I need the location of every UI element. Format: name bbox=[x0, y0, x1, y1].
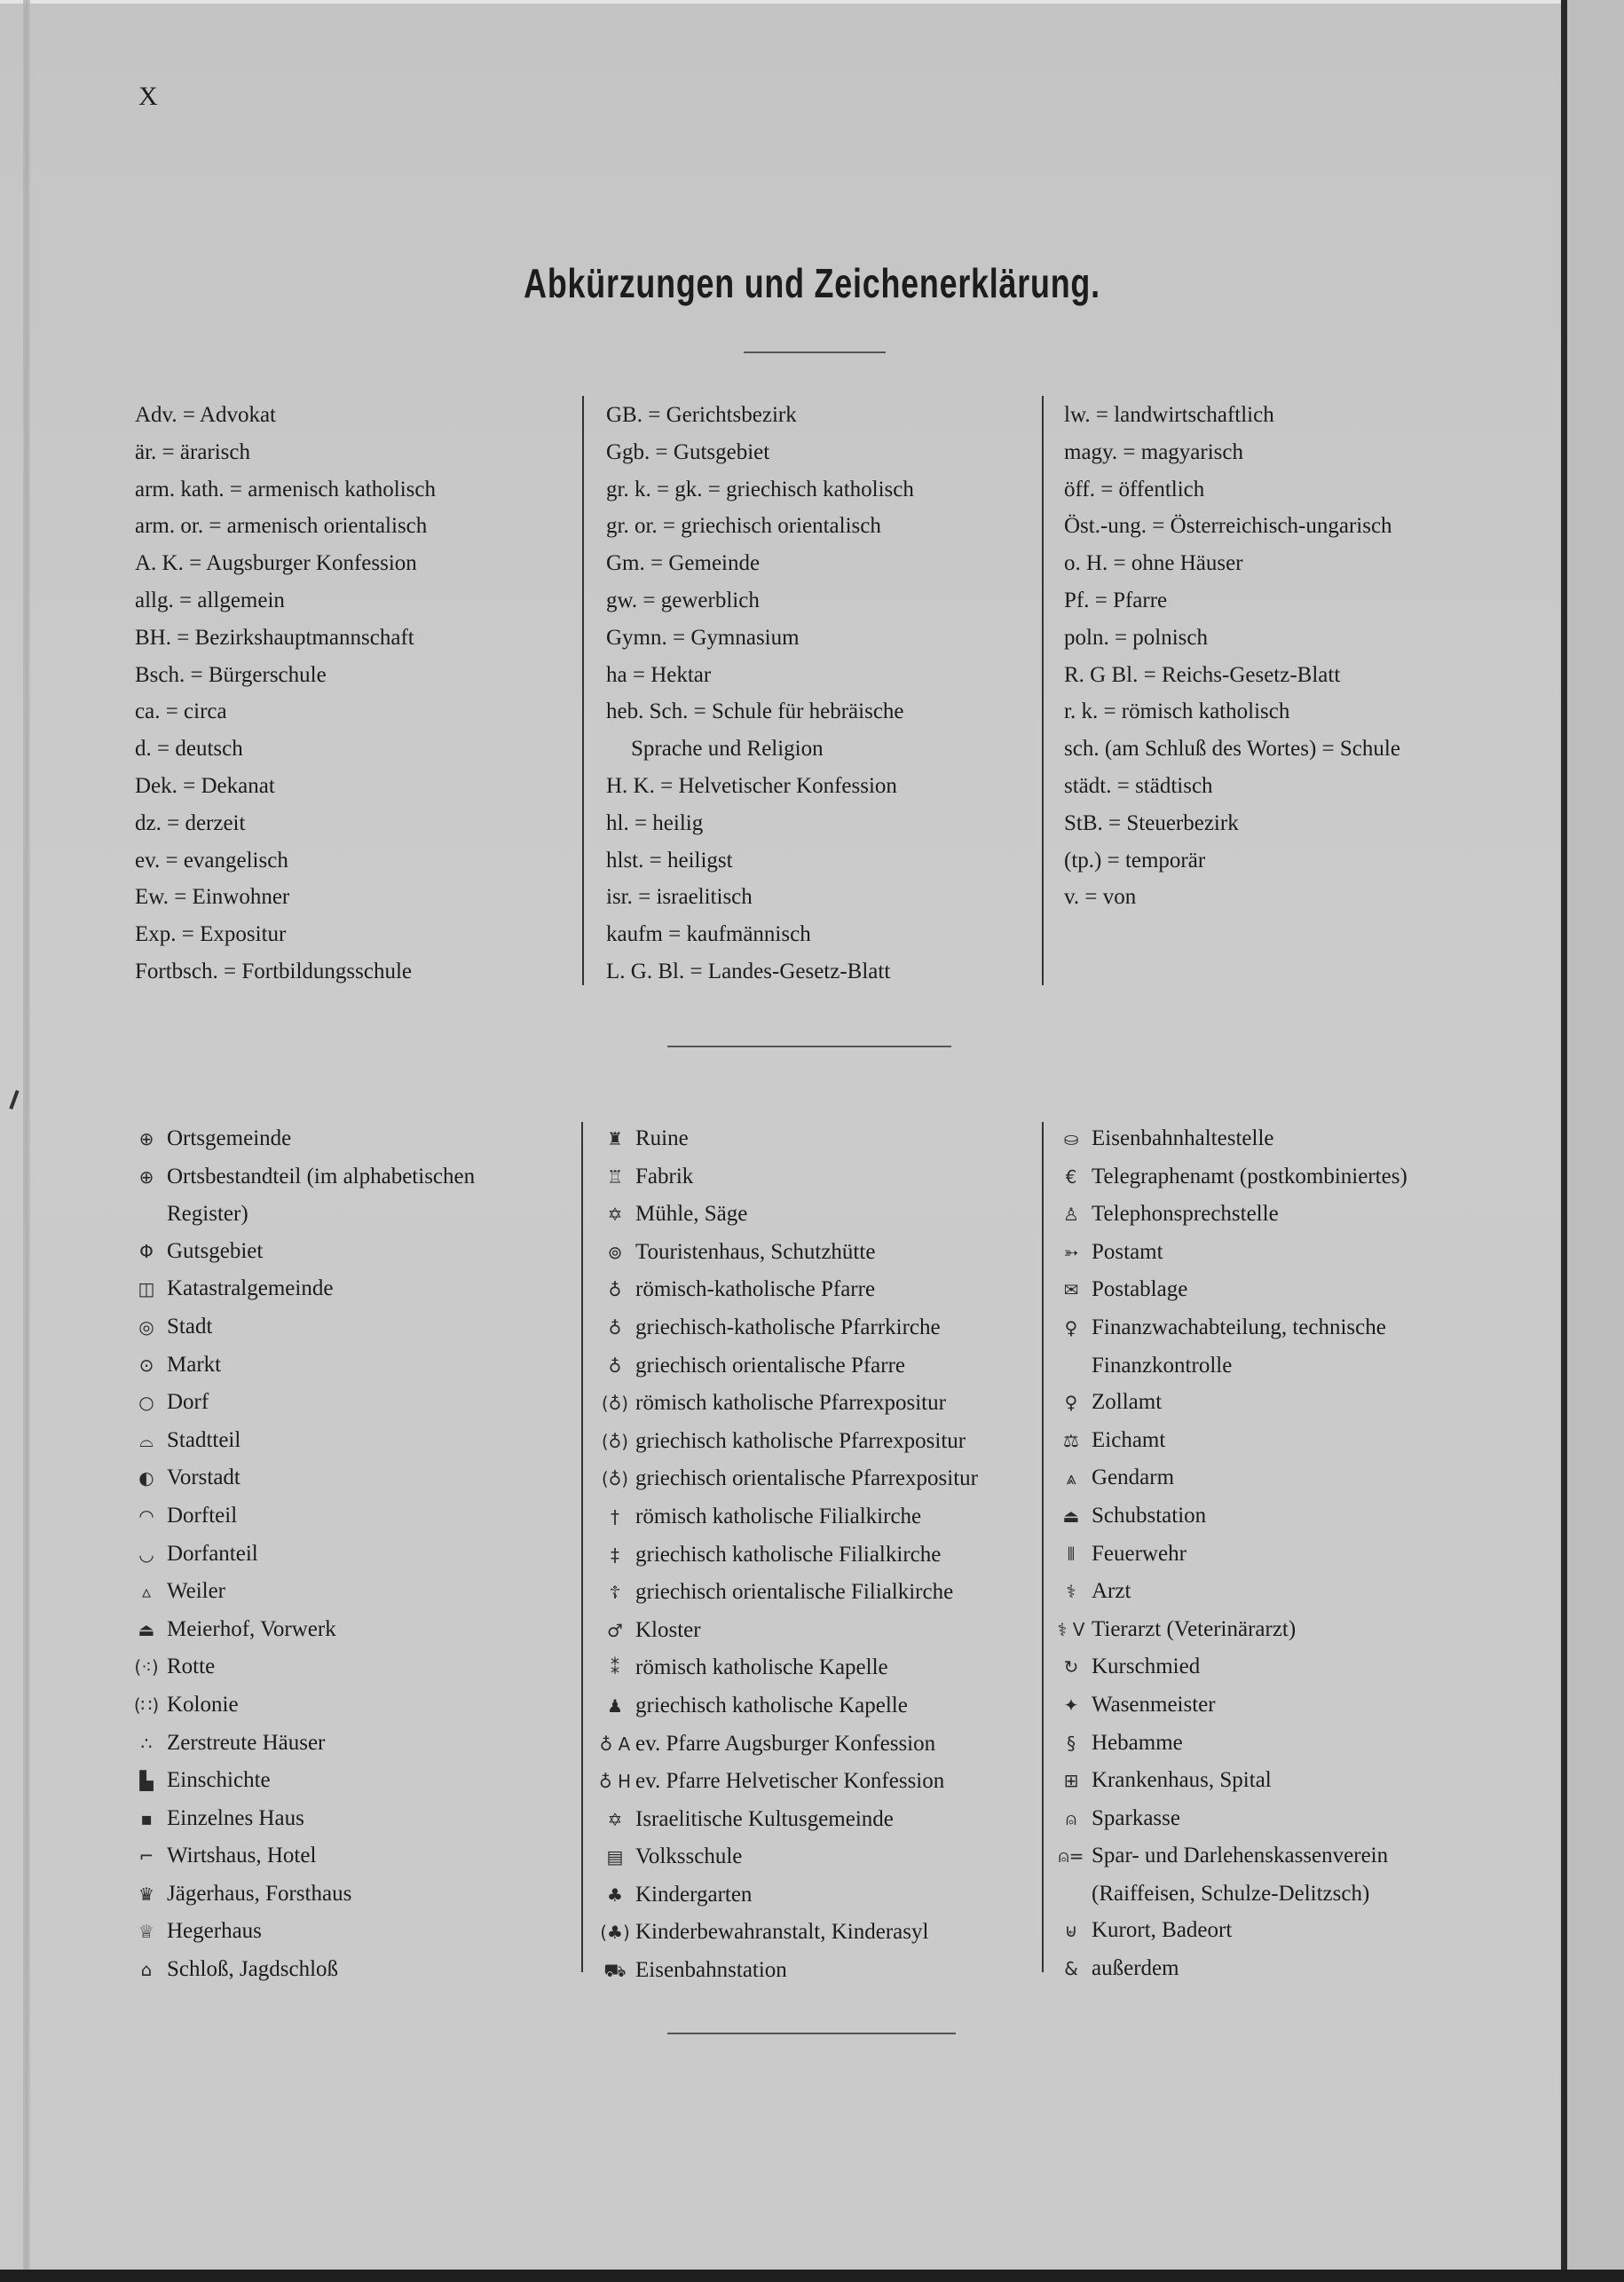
abbreviation-entry: Exp. = Expositur bbox=[135, 922, 287, 947]
legend-label: außerdem bbox=[1092, 1956, 1179, 1981]
einzelnes-haus-icon: ▪ bbox=[140, 1807, 153, 1829]
legend-label: Wasenmeister bbox=[1092, 1692, 1216, 1717]
legend-label: Mühle, Säge bbox=[635, 1202, 748, 1227]
abbreviation-entry: R. G Bl. = Reichs-Gesetz-Blatt bbox=[1064, 662, 1341, 687]
legend-label: (Raiffeisen, Schulze-Delitzsch) bbox=[1092, 1881, 1370, 1906]
legend-label: Meierhof, Vorwerk bbox=[167, 1616, 336, 1641]
legend-label: Eisenbahnhaltestelle bbox=[1092, 1126, 1274, 1150]
legend-item-hebamme bbox=[1051, 1725, 1407, 1763]
legend-item-rk-kapelle bbox=[595, 1649, 978, 1687]
legend-label: ev. Pfarre Augsburger Konfession bbox=[635, 1731, 936, 1756]
legend-label: griechisch katholische Kapelle bbox=[635, 1693, 908, 1717]
legend-label: Eichamt bbox=[1092, 1427, 1166, 1452]
rk-pfarre-icon: ♁ bbox=[608, 1279, 622, 1301]
title-divider bbox=[744, 351, 886, 353]
legend-label: römisch katholische Filialkirche bbox=[635, 1504, 922, 1528]
legend-column-3 bbox=[1051, 1120, 1407, 1988]
legend-label: Feuerwehr bbox=[1092, 1541, 1186, 1566]
abbreviation-entry: A. K. = Augsburger Konfession bbox=[135, 551, 417, 576]
legend-item-stadtteil bbox=[126, 1422, 475, 1460]
legend-label: Ruine bbox=[635, 1126, 689, 1150]
legend-item-rk-filialkirche bbox=[595, 1498, 978, 1536]
legend-label: griechisch orientalische Pfarrexpositur bbox=[635, 1466, 978, 1491]
legend-label: Register) bbox=[167, 1202, 248, 1227]
legend-item-hegerhaus bbox=[126, 1913, 475, 1951]
gk-pfarrexpositur-icon: (♁) bbox=[601, 1430, 629, 1452]
go-filialkirche-icon: ☦ bbox=[609, 1582, 621, 1604]
legend-item-gk-pfarrexpositur bbox=[595, 1423, 978, 1461]
legend-item-gk-kapelle bbox=[595, 1687, 978, 1725]
legend-item-wirtshaus bbox=[126, 1837, 475, 1875]
schloss-icon: ⌂ bbox=[140, 1959, 153, 1981]
page-title: Abkürzungen und Zeichenerklärung. bbox=[524, 260, 1100, 306]
legend-item-jaegerhaus bbox=[126, 1875, 475, 1914]
legend-item-rk-pfarrexpositur bbox=[595, 1385, 978, 1423]
legend-item-gk-pfarrkirche bbox=[595, 1309, 978, 1347]
abbreviation-entry: ca. = circa bbox=[135, 699, 227, 724]
legend-item-kloster bbox=[595, 1612, 978, 1650]
legend-item-ortsbestandteil bbox=[126, 1158, 475, 1196]
legend-label: Gutsgebiet bbox=[167, 1238, 264, 1263]
abbreviation-entry: öff. = öffentlich bbox=[1064, 477, 1205, 501]
legend-label: Postamt bbox=[1092, 1239, 1163, 1264]
eisenbahnhaltestelle-icon: ⛀ bbox=[1063, 1128, 1079, 1149]
legend-item-meierhof bbox=[126, 1611, 475, 1649]
gk-filialkirche-icon: ‡ bbox=[611, 1544, 619, 1566]
legend-label: Eisenbahnstation bbox=[635, 1958, 787, 1983]
legend-item-kurschmied bbox=[1051, 1648, 1407, 1686]
katastralgemeinde-icon: ◫ bbox=[138, 1278, 155, 1300]
legend-item-ausserdem bbox=[1051, 1950, 1407, 1988]
meierhof-icon: ⏏ bbox=[138, 1618, 155, 1640]
abbreviation-entry: ev. = evangelisch bbox=[135, 848, 288, 873]
ausserdem-icon: & bbox=[1064, 1958, 1078, 1980]
legend-label: Dorfanteil bbox=[167, 1541, 258, 1566]
abbreviation-entry: är. = ärarisch bbox=[135, 439, 251, 464]
legend-item-ortsgemeinde bbox=[126, 1120, 475, 1158]
dorf-icon: ○ bbox=[138, 1392, 154, 1414]
legend-item-telephonsprechstelle bbox=[1051, 1196, 1407, 1234]
legend-item-weiler bbox=[126, 1573, 475, 1611]
legend-item-dorfteil bbox=[126, 1497, 475, 1536]
abbreviation-entry: (tp.) = temporär bbox=[1064, 848, 1206, 873]
abbreviation-entry: heb. Sch. = Schule für hebräische bbox=[606, 699, 904, 724]
markt-icon: ⊙ bbox=[138, 1354, 154, 1376]
abbreviation-entry: arm. kath. = armenisch katholisch bbox=[135, 477, 437, 501]
gendarm-icon: ⩓ bbox=[1066, 1467, 1076, 1489]
wasenmeister-icon: ✦ bbox=[1063, 1694, 1079, 1716]
abbreviation-entry: hl. = heilig bbox=[606, 810, 704, 835]
legend-label: Telephonsprechstelle bbox=[1092, 1202, 1279, 1227]
abbreviation-entry: Öst.-ung. = Österreichisch-ungarisch bbox=[1064, 514, 1392, 539]
legend-label: Sparkasse bbox=[1092, 1805, 1180, 1830]
jaegerhaus-icon: ♛ bbox=[138, 1883, 154, 1905]
abbreviation-entry: Bsch. = Bürgerschule bbox=[135, 662, 327, 687]
legend-column-1 bbox=[126, 1120, 475, 1989]
krankenhaus-icon: ⊞ bbox=[1063, 1770, 1079, 1792]
abbreviation-entry: gr. k. = gk. = griechisch katholisch bbox=[606, 477, 914, 501]
abbreviation-entry: städt. = städtisch bbox=[1064, 773, 1213, 798]
postablage-icon: ✉ bbox=[1063, 1279, 1079, 1301]
legend-item-volksschule bbox=[595, 1838, 978, 1876]
legend-label: Einzelnes Haus bbox=[167, 1805, 304, 1830]
legend-label: griechisch orientalische Pfarre bbox=[635, 1353, 906, 1378]
telegraphenamt-icon: € bbox=[1065, 1165, 1077, 1188]
legend-label: Vorstadt bbox=[167, 1465, 240, 1490]
fabrik-icon: ♖ bbox=[607, 1165, 623, 1188]
abbreviation-entry: lw. = landwirtschaftlich bbox=[1064, 403, 1274, 427]
legend-item-zollamt bbox=[1051, 1384, 1407, 1422]
legend-label: Hebamme bbox=[1092, 1730, 1183, 1755]
column-divider bbox=[1042, 1122, 1044, 1972]
vorstadt-icon: ◐ bbox=[138, 1467, 154, 1489]
schubstation-icon: ⏏ bbox=[1062, 1504, 1080, 1527]
go-pfarrexpositur-icon: (♁) bbox=[601, 1468, 629, 1490]
abbreviation-entry: magy. = magyarisch bbox=[1064, 439, 1244, 464]
legend-item-muehle bbox=[595, 1196, 978, 1234]
zollamt-icon: ♀ bbox=[1064, 1392, 1078, 1414]
legend-label: Weiler bbox=[167, 1579, 226, 1604]
legend-label: Israelitische Kultusgemeinde bbox=[635, 1806, 894, 1831]
column-divider bbox=[1042, 396, 1044, 985]
legend-label: Stadt bbox=[167, 1314, 213, 1338]
abbreviation-entry: gr. or. = griechisch orientalisch bbox=[606, 514, 881, 539]
abbreviation-entry: Sprache und Religion bbox=[631, 737, 824, 762]
abbreviations-column-1 bbox=[135, 397, 436, 991]
legend-label: griechisch orientalische Filialkirche bbox=[635, 1580, 954, 1605]
legend-item-markt bbox=[126, 1346, 475, 1385]
abbreviation-entry: Adv. = Advokat bbox=[135, 403, 276, 427]
abbreviation-entry: Dek. = Dekanat bbox=[135, 773, 275, 798]
kolonie-icon: (∷) bbox=[133, 1694, 160, 1716]
legend-item-postamt bbox=[1051, 1234, 1407, 1272]
legend-item-arzt bbox=[1051, 1573, 1407, 1611]
page-bottom-border bbox=[0, 2270, 1624, 2282]
abbreviation-entry: Ew. = Einwohner bbox=[135, 885, 290, 910]
dorfteil-icon: ◠ bbox=[138, 1504, 154, 1527]
weiler-icon: ▵ bbox=[141, 1581, 152, 1603]
legend-item-telegraphenamt bbox=[1051, 1158, 1407, 1196]
legend-label: römisch katholische Kapelle bbox=[635, 1655, 888, 1680]
rk-pfarrexpositur-icon: (♁) bbox=[601, 1393, 629, 1415]
legend-label: Katastralgemeinde bbox=[167, 1276, 334, 1301]
legend-label: Rotte bbox=[167, 1654, 216, 1679]
abbreviation-entry: H. K. = Helvetischer Konfession bbox=[606, 773, 897, 798]
abbreviation-entry: BH. = Bezirkshauptmannschaft bbox=[135, 625, 414, 650]
legend-label: Schubstation bbox=[1092, 1503, 1207, 1528]
legend-item-feuerwehr bbox=[1051, 1536, 1407, 1574]
dorfanteil-icon: ◡ bbox=[138, 1543, 154, 1565]
legend-item-continuation bbox=[1051, 1875, 1407, 1913]
legend-item-continuation bbox=[126, 1196, 475, 1233]
legend-label: Volksschule bbox=[635, 1844, 743, 1869]
legend-item-eisenbahnhaltestelle bbox=[1051, 1120, 1407, 1158]
legend-item-rotte bbox=[126, 1648, 475, 1686]
legend-item-eichamt bbox=[1051, 1422, 1407, 1460]
telephonsprechstelle-icon: ♙ bbox=[1063, 1204, 1079, 1226]
legend-item-rk-pfarre bbox=[595, 1271, 978, 1309]
abbreviation-entry: r. k. = römisch katholisch bbox=[1064, 699, 1290, 724]
abbreviation-entry: gw. = gewerblich bbox=[606, 588, 760, 612]
legend-item-sparkasse bbox=[1051, 1800, 1407, 1838]
legend-label: Wirtshaus, Hotel bbox=[167, 1844, 317, 1868]
legend-label: Kindergarten bbox=[635, 1882, 753, 1907]
legend-label: Kinderbewahranstalt, Kinderasyl bbox=[635, 1920, 929, 1945]
abbreviation-entry: v. = von bbox=[1064, 885, 1137, 910]
legend-item-touristenhaus bbox=[595, 1234, 978, 1272]
legend-label: Kurschmied bbox=[1092, 1654, 1201, 1679]
abbreviation-entry: Pf. = Pfarre bbox=[1064, 588, 1168, 612]
legend-item-dorfanteil bbox=[126, 1536, 475, 1574]
ev-pfarre-ak-icon: ♁ A bbox=[599, 1733, 631, 1755]
legend-label: griechisch-katholische Pfarrkirche bbox=[635, 1315, 941, 1339]
section-divider bbox=[667, 1046, 951, 1047]
legend-item-kindergarten bbox=[595, 1876, 978, 1915]
arzt-icon: ⚕ bbox=[1066, 1581, 1076, 1603]
legend-item-kinderbewahranstalt bbox=[595, 1914, 978, 1952]
legend-item-einzelnes-haus bbox=[126, 1800, 475, 1838]
legend-label: Dorfteil bbox=[167, 1503, 238, 1528]
abbreviation-entry: sch. (am Schluß des Wortes) = Schule bbox=[1064, 737, 1400, 762]
legend-label: griechisch katholische Pfarrexpositur bbox=[635, 1428, 966, 1453]
rotte-icon: (⁖) bbox=[134, 1656, 159, 1678]
legend-item-go-pfarrexpositur bbox=[595, 1460, 978, 1498]
legend-label: Einschichte bbox=[167, 1768, 271, 1793]
legend-label: Arzt bbox=[1092, 1579, 1131, 1604]
ruine-icon: ♜ bbox=[607, 1128, 623, 1149]
legend-label: Zollamt bbox=[1092, 1390, 1163, 1415]
postamt-icon: ➳ bbox=[1063, 1241, 1079, 1263]
legend-label: Schloß, Jagdschloß bbox=[167, 1957, 339, 1982]
abbreviation-entry: StB. = Steuerbezirk bbox=[1064, 810, 1239, 835]
abbreviation-entry: o. H. = ohne Häuser bbox=[1064, 551, 1243, 576]
legend-item-schubstation bbox=[1051, 1497, 1407, 1536]
eisenbahnstation-icon: ⛟ bbox=[603, 1960, 627, 1982]
abbreviation-entry: Gm. = Gemeinde bbox=[606, 551, 761, 576]
legend-label: Spar- und Darlehenskassenverein bbox=[1092, 1844, 1389, 1868]
legend-label: römisch katholische Pfarrexpositur bbox=[635, 1391, 946, 1416]
legend-label: Telegraphenamt (postkombiniertes) bbox=[1092, 1164, 1407, 1188]
legend-item-kurort bbox=[1051, 1912, 1407, 1950]
legend-label: Gendarm bbox=[1092, 1465, 1175, 1490]
scan-margin bbox=[1567, 0, 1624, 2282]
legend-label: Postablage bbox=[1092, 1277, 1188, 1302]
israelitische-kultusgemeinde-icon: ✡ bbox=[607, 1808, 623, 1830]
abbreviation-entry: isr. = israelitisch bbox=[606, 885, 753, 910]
legend-label: Kloster bbox=[635, 1617, 701, 1642]
abbreviations-column-3 bbox=[1064, 397, 1400, 916]
legend-item-ruine bbox=[595, 1120, 978, 1158]
legend-label: Hegerhaus bbox=[167, 1919, 262, 1944]
abbreviation-entry: hlst. = heiligst bbox=[606, 848, 733, 873]
column-divider bbox=[582, 396, 584, 985]
legend-item-krankenhaus bbox=[1051, 1762, 1407, 1800]
legend-item-fabrik bbox=[595, 1158, 978, 1196]
legend-label: Stadtteil bbox=[167, 1427, 241, 1452]
legend-label: Dorf bbox=[167, 1390, 209, 1415]
legend-item-katastralgemeinde bbox=[126, 1270, 475, 1308]
volksschule-icon: ▤ bbox=[606, 1846, 624, 1868]
legend-label: ev. Pfarre Helvetischer Konfession bbox=[635, 1769, 945, 1794]
hegerhaus-icon: ♕ bbox=[138, 1921, 154, 1943]
zerstreute-haeuser-icon: ∴ bbox=[140, 1732, 153, 1754]
muehle-icon: ✡ bbox=[607, 1204, 623, 1226]
legend-item-gendarm bbox=[1051, 1459, 1407, 1497]
gk-kapelle-icon: ♟ bbox=[607, 1694, 623, 1717]
legend-label: Tierarzt (Veterinärarzt) bbox=[1092, 1616, 1297, 1641]
finanzwachabteilung-icon: ♀ bbox=[1064, 1316, 1078, 1338]
abbreviations-column-2 bbox=[606, 397, 914, 991]
abbreviation-entry: Ggb. = Gutsgebiet bbox=[606, 439, 770, 464]
page-number: X bbox=[138, 82, 159, 111]
abbreviation-entry: poln. = polnisch bbox=[1064, 625, 1209, 650]
rk-kapelle-icon: ⁑ bbox=[611, 1657, 619, 1679]
abbreviation-entry: L. G. Bl. = Landes-Gesetz-Blatt bbox=[606, 959, 891, 983]
wirtshaus-icon: ⌐ bbox=[138, 1845, 154, 1867]
legend-item-einschichte bbox=[126, 1762, 475, 1800]
ev-pfarre-hk-icon: ♁ H bbox=[598, 1771, 632, 1793]
legend-label: Jägerhaus, Forsthaus bbox=[167, 1881, 352, 1906]
abbreviation-entry: GB. = Gerichtsbezirk bbox=[606, 403, 797, 427]
legend-item-ev-pfarre-ak bbox=[595, 1725, 978, 1764]
legend-item-finanzwachabteilung bbox=[1051, 1309, 1407, 1347]
legend-item-stadt bbox=[126, 1308, 475, 1346]
legend-label: römisch-katholische Pfarre bbox=[635, 1277, 876, 1302]
margin-mark bbox=[9, 1090, 19, 1109]
ortsgemeinde-icon: ⊕ bbox=[138, 1128, 154, 1149]
abbreviation-entry: Fortbsch. = Fortbildungsschule bbox=[135, 959, 413, 983]
legend-label: Ortsgemeinde bbox=[167, 1126, 292, 1150]
spar-darlehenskassenverein-icon: ⍝= bbox=[1058, 1845, 1084, 1867]
sparkasse-icon: ⍝ bbox=[1066, 1807, 1076, 1829]
legend-item-go-pfarre bbox=[595, 1347, 978, 1386]
kloster-icon: ♂ bbox=[607, 1619, 623, 1641]
gutsgebiet-icon: Φ bbox=[139, 1240, 154, 1262]
ortsbestandteil-icon: ⊕ bbox=[138, 1165, 154, 1188]
einschichte-icon: ▙ bbox=[139, 1770, 154, 1792]
page-top-edge bbox=[0, 0, 1624, 4]
legend-column-2 bbox=[595, 1120, 978, 1990]
legend-item-tierarzt bbox=[1051, 1611, 1407, 1649]
hebamme-icon: § bbox=[1067, 1732, 1076, 1754]
abbreviation-entry: d. = deutsch bbox=[135, 737, 243, 762]
legend-item-continuation bbox=[1051, 1347, 1407, 1385]
eichamt-icon: ⚖ bbox=[1063, 1429, 1079, 1451]
stadt-icon: ◎ bbox=[138, 1315, 154, 1338]
legend-item-vorstadt bbox=[126, 1459, 475, 1497]
go-pfarre-icon: ♁ bbox=[608, 1354, 622, 1377]
kindergarten-icon: ♣ bbox=[607, 1883, 623, 1906]
legend-label: Krankenhaus, Spital bbox=[1092, 1768, 1272, 1793]
legend-item-schloss bbox=[126, 1951, 475, 1989]
stadtteil-icon: ⌓ bbox=[139, 1429, 154, 1451]
kurschmied-icon: ↻ bbox=[1063, 1656, 1079, 1678]
abbreviation-entry: arm. or. = armenisch orientalisch bbox=[135, 514, 428, 539]
legend-label: Touristenhaus, Schutzhütte bbox=[635, 1239, 876, 1264]
legend-label: Finanzkontrolle bbox=[1092, 1353, 1233, 1378]
legend-item-ev-pfarre-hk bbox=[595, 1763, 978, 1801]
legend-item-eisenbahnstation bbox=[595, 1952, 978, 1990]
abbreviation-entry: Gymn. = Gymnasium bbox=[606, 625, 800, 650]
legend-label: Finanzwachabteilung, technische bbox=[1092, 1315, 1386, 1339]
column-divider bbox=[581, 1122, 583, 1972]
tierarzt-icon: ⚕ V bbox=[1057, 1618, 1085, 1640]
legend-item-zerstreute-haeuser bbox=[126, 1725, 475, 1763]
legend-label: Kolonie bbox=[167, 1692, 239, 1717]
legend-item-gutsgebiet bbox=[126, 1233, 475, 1271]
legend-label: Zerstreute Häuser bbox=[167, 1730, 326, 1755]
rk-filialkirche-icon: † bbox=[611, 1505, 619, 1528]
abbreviation-entry: kaufm = kaufmännisch bbox=[606, 922, 811, 947]
gk-pfarrkirche-icon: ♁ bbox=[608, 1316, 622, 1338]
abbreviation-entry: allg. = allgemein bbox=[135, 588, 285, 612]
legend-label: Ortsbestandteil (im alphabetischen bbox=[167, 1164, 476, 1188]
feuerwehr-icon: ⫴ bbox=[1067, 1543, 1076, 1565]
legend-label: Markt bbox=[167, 1352, 222, 1377]
legend-item-israelitische-kultusgemeinde bbox=[595, 1801, 978, 1839]
legend-item-wasenmeister bbox=[1051, 1686, 1407, 1725]
legend-item-dorf bbox=[126, 1384, 475, 1422]
kurort-icon: ⊌ bbox=[1064, 1920, 1078, 1942]
abbreviation-entry: ha = Hektar bbox=[606, 662, 712, 687]
page-right-border bbox=[1561, 0, 1567, 2282]
legend-item-spar-darlehenskassenverein bbox=[1051, 1837, 1407, 1875]
legend-item-postablage bbox=[1051, 1271, 1407, 1309]
legend-item-go-filialkirche bbox=[595, 1574, 978, 1612]
touristenhaus-icon: ⊚ bbox=[607, 1241, 623, 1263]
kinderbewahranstalt-icon: (♣) bbox=[600, 1922, 630, 1944]
binding-fold bbox=[23, 0, 30, 2282]
bottom-divider bbox=[667, 2033, 956, 2034]
legend-item-kolonie bbox=[126, 1686, 475, 1725]
legend-item-gk-filialkirche bbox=[595, 1536, 978, 1575]
abbreviation-entry: dz. = derzeit bbox=[135, 810, 246, 835]
legend-label: Fabrik bbox=[635, 1164, 694, 1188]
legend-label: griechisch katholische Filialkirche bbox=[635, 1542, 942, 1567]
legend-label: Kurort, Badeort bbox=[1092, 1918, 1233, 1943]
